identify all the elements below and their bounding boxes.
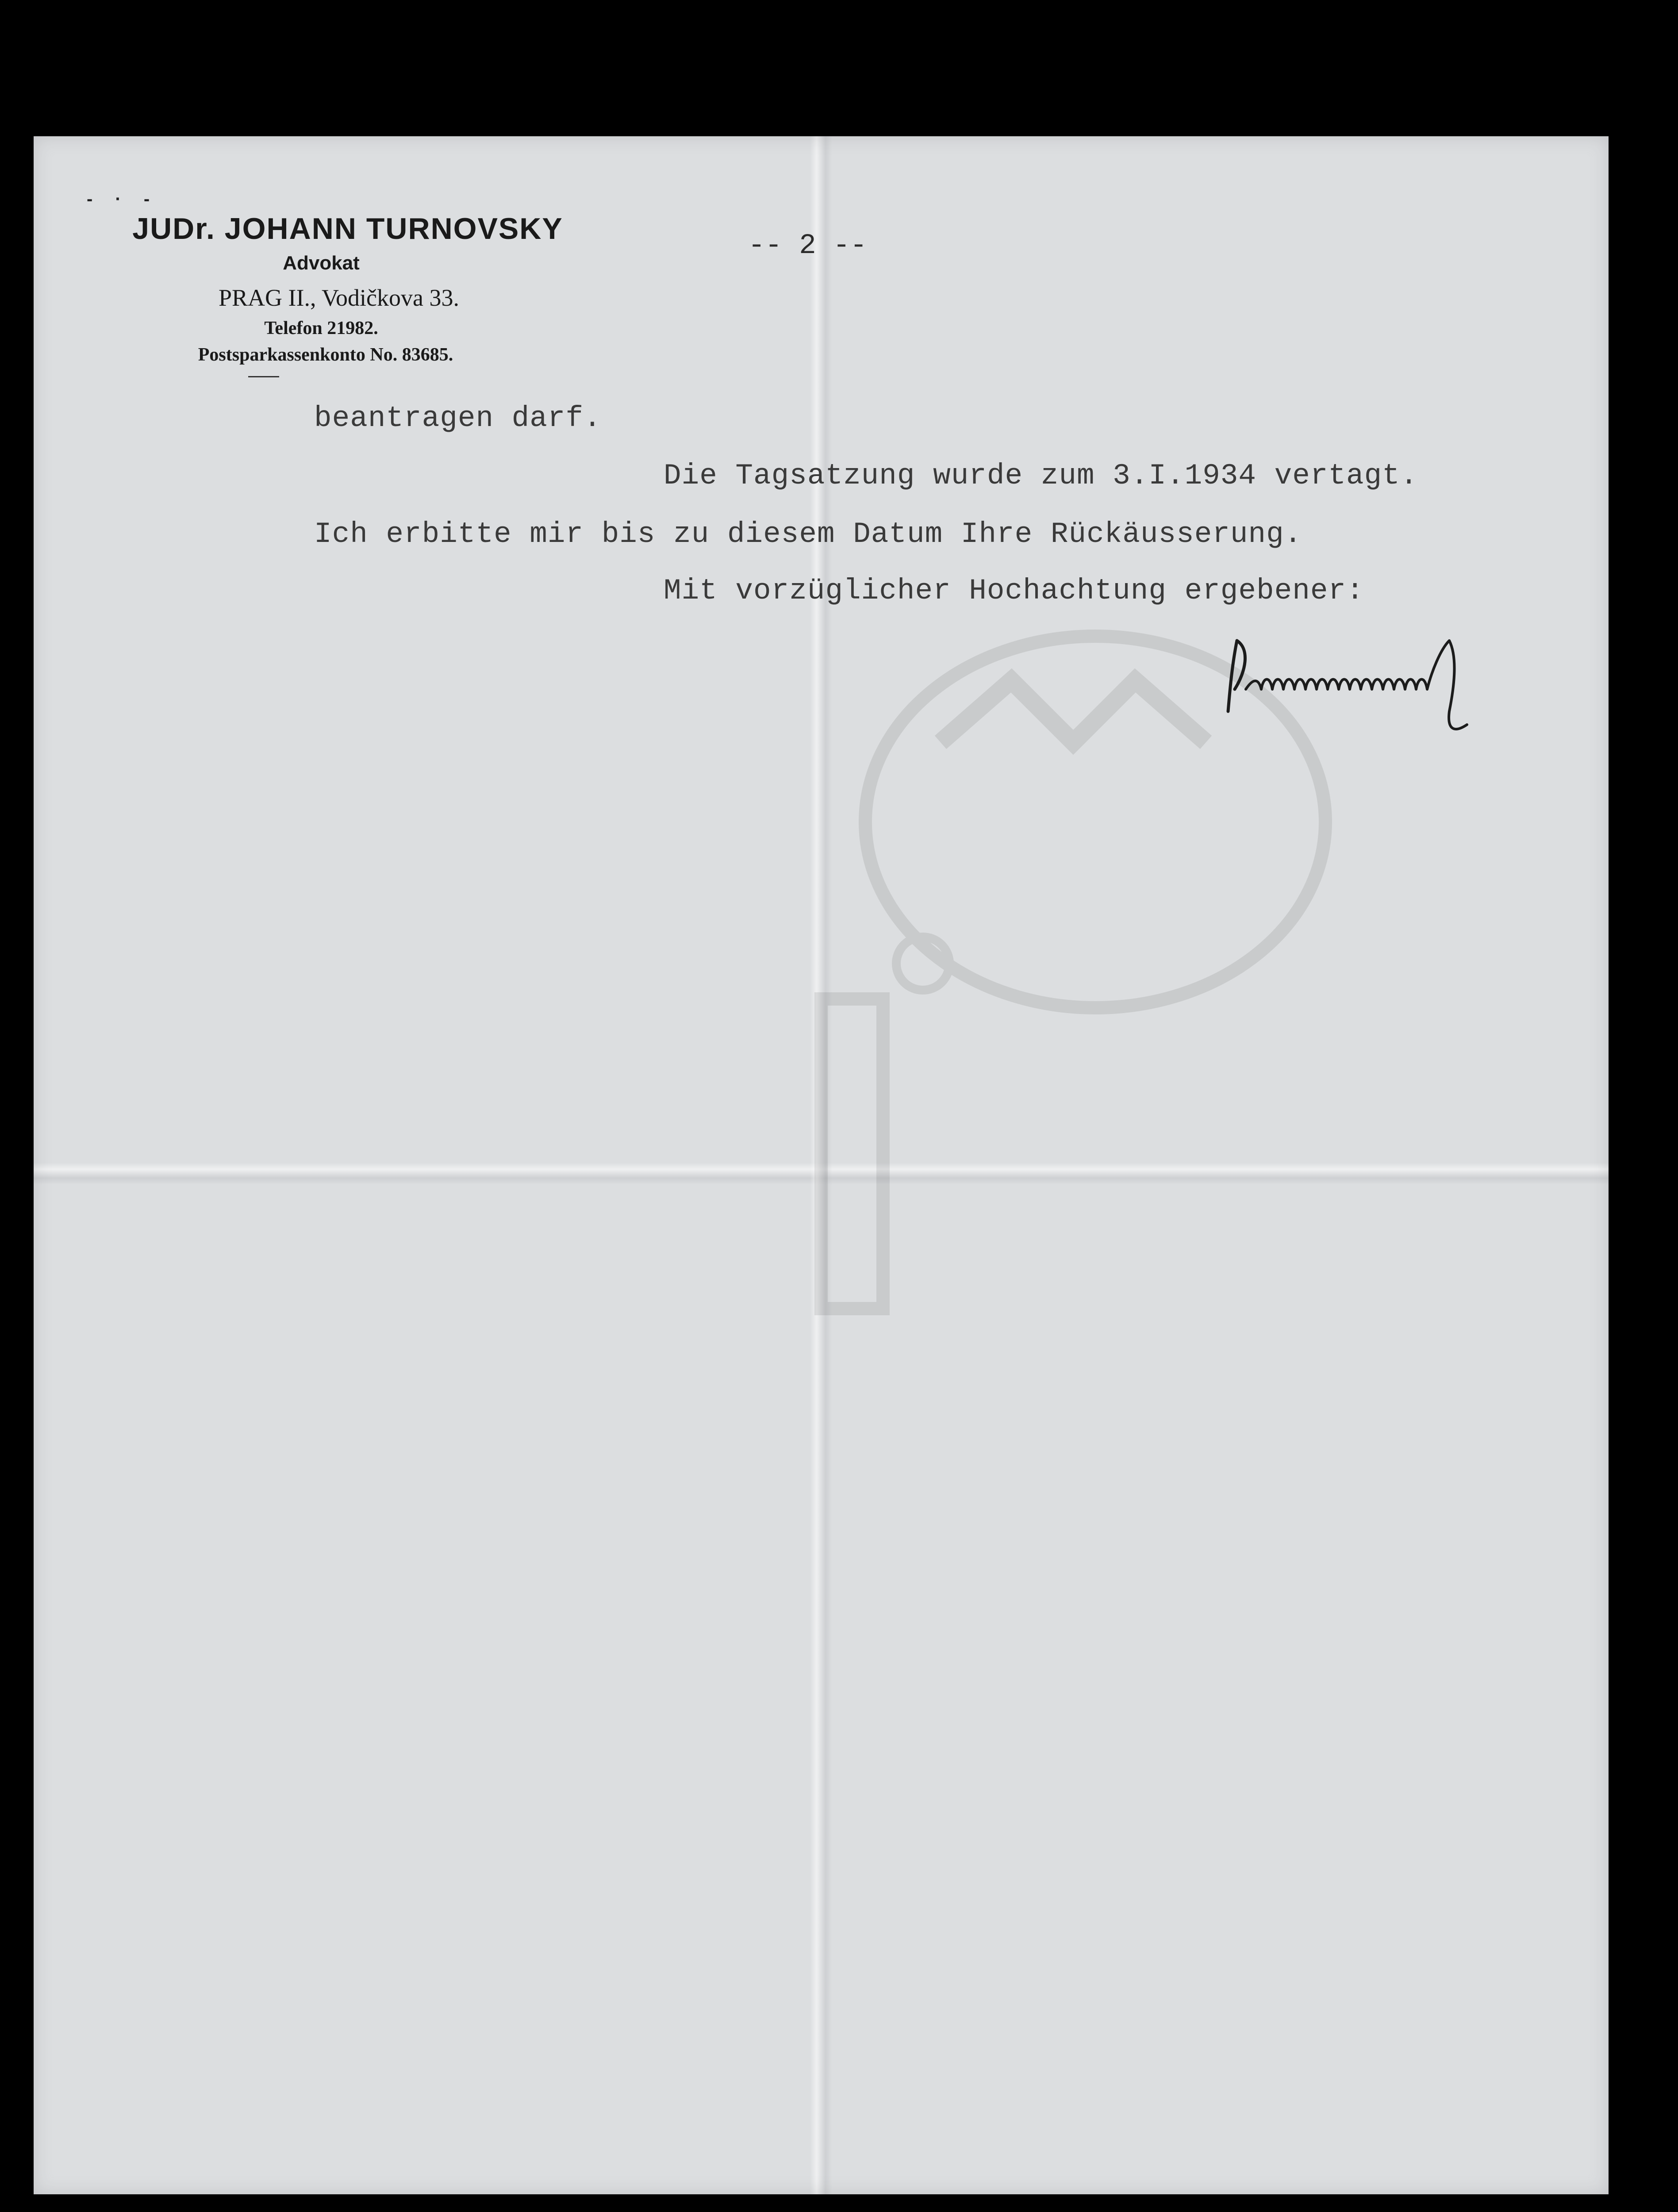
- body-line-3: Ich erbitte mir bis zu diesem Datum Ihre Rückäusserung.: [314, 518, 1302, 551]
- letter-page: [34, 136, 1609, 2194]
- lawyer-phone: Telefon 21982.: [264, 318, 378, 338]
- page-number: -- 2 --: [748, 230, 867, 262]
- lawyer-address: PRAG II., Vodičkova 33.: [218, 284, 459, 311]
- letterhead-divider: [248, 376, 279, 377]
- body-line-2: Die Tagsatzung wurde zum 3.I.1934 vertagt.: [664, 459, 1418, 492]
- handwritten-signature: [1219, 623, 1502, 738]
- lawyer-account: Postsparkassenkonto No. 83685.: [198, 345, 453, 365]
- letterhead: [113, 211, 644, 377]
- lawyer-title: Advokat: [283, 252, 360, 274]
- letterhead-marks: - · -: [87, 189, 159, 209]
- lawyer-name: JUDr. JOHANN TURNOVSKY: [132, 212, 563, 246]
- body-line-4: Mit vorzüglicher Hochachtung ergebener:: [664, 574, 1364, 607]
- body-line-1: beantragen darf.: [314, 402, 602, 435]
